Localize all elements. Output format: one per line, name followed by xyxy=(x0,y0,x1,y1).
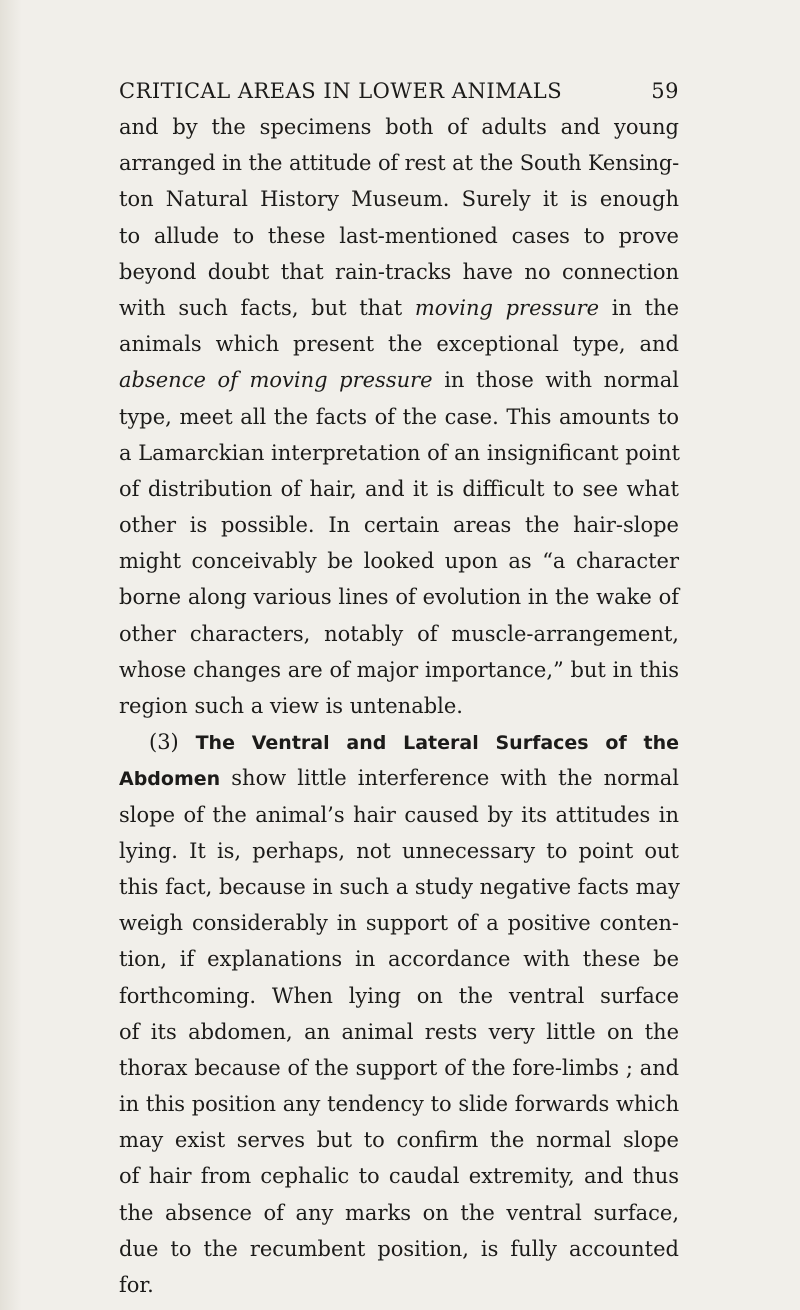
text-line: of its abdomen, an animal rests very little on the xyxy=(119,1019,679,1044)
section-number: (3) xyxy=(149,730,179,755)
text-line: other characters, notably of muscle-arrangement, xyxy=(119,621,679,646)
italic-phrase: moving pressure xyxy=(414,295,600,320)
text-line: this fact, because in such a study negative facts may xyxy=(119,874,680,899)
text-line: beyond doubt that rain-tracks have no connection xyxy=(119,259,679,284)
text-run: with such facts, but that xyxy=(119,295,403,320)
text-line: for. xyxy=(119,1273,154,1297)
running-head-title: CRITICAL AREAS IN LOWER ANIMALS xyxy=(119,79,563,103)
page-edge-shadow xyxy=(0,0,22,1310)
italic-phrase: absence of moving pressure xyxy=(119,368,433,393)
text-line: forthcoming. When lying on the ventral surface xyxy=(119,983,679,1008)
text-line: whose changes are of major importance,” but in this xyxy=(119,657,679,682)
text-line: tion, if explanations in accordance with these be xyxy=(119,947,679,972)
section-heading-line xyxy=(119,724,679,760)
section-heading-cont: Abdomen xyxy=(119,768,221,791)
text-line: arranged in the attitude of rest at the South Kensing- xyxy=(119,151,679,176)
text-run: in those with normal xyxy=(444,368,679,393)
text-line xyxy=(119,760,679,796)
running-head xyxy=(119,73,679,109)
section-heading: The Ventral and Lateral Surfaces of the xyxy=(195,732,679,755)
text-line: thorax because of the support of the fore-limbs ; and xyxy=(119,1055,679,1080)
text-line: in this position any tendency to slide forwards which xyxy=(119,1092,679,1117)
text-line: lying. It is, perhaps, not unnecessary to point out xyxy=(119,838,679,863)
text-line: a Lamarckian interpretation of an insignificant point xyxy=(119,440,680,465)
text-run: show little interference with the normal xyxy=(231,766,679,791)
body-text xyxy=(119,109,679,1303)
text-line: animals which present the exceptional type, and xyxy=(119,332,679,357)
text-line xyxy=(119,362,679,398)
text-line: might conceivably be looked upon as “a character xyxy=(119,549,679,574)
text-line: slope of the animal’s hair caused by its attitudes in xyxy=(119,802,679,827)
text-line: weigh considerably in support of a positive conten- xyxy=(119,911,679,936)
text-run: in the xyxy=(611,295,680,320)
text-line: other is possible. In certain areas the hair-slope xyxy=(119,513,679,538)
text-line: the absence of any marks on the ventral surface, xyxy=(119,1200,679,1225)
text-line: type, meet all the facts of the case. This amounts to xyxy=(119,404,679,429)
text-line: ton Natural History Museum. Surely it is enough xyxy=(119,187,679,212)
text-line: of hair from cephalic to caudal extremity, and thus xyxy=(119,1164,679,1189)
text-line: to allude to these last-mentioned cases to prove xyxy=(119,223,679,248)
page-number: 59 xyxy=(651,79,679,103)
text-line xyxy=(119,290,679,326)
text-line: region such a view is untenable. xyxy=(119,694,463,718)
text-line: due to the recumbent position, is fully accounted xyxy=(119,1236,679,1261)
text-line: of distribution of hair, and it is difficult to see what xyxy=(119,476,679,501)
text-line: borne along various lines of evolution in the wake of xyxy=(119,585,679,610)
text-line: and by the specimens both of adults and young xyxy=(119,115,679,139)
text-line: may exist serves but to confirm the normal slope xyxy=(119,1128,679,1153)
